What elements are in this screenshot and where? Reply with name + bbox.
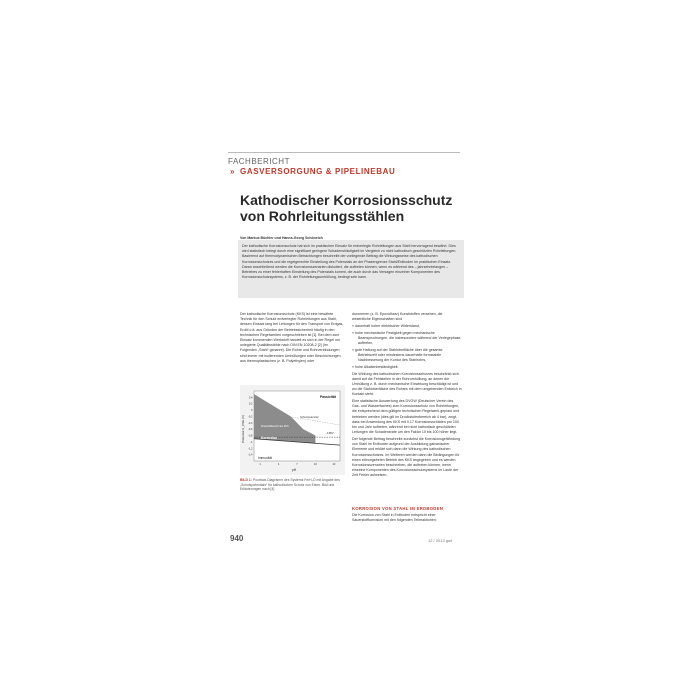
y-tick-label: 0,2 bbox=[248, 402, 253, 406]
bullet-2: » hohe mechanische Festigkeit gegen mechanische Beanspruchungen, die insbesondere während der Verlegephase auftreten, bbox=[352, 330, 461, 346]
y-tick-label: 0 bbox=[251, 409, 253, 413]
x-tick-label: 1 bbox=[259, 463, 261, 466]
right-column bbox=[352, 312, 462, 480]
y-tick-label: -0,6 bbox=[248, 428, 253, 432]
pourbaix-diagram bbox=[240, 385, 345, 475]
left-column bbox=[240, 312, 345, 366]
caption-text: Pourbaix-Diagramm des Systems Fe/H₂O mit Angabe des „Schutzpotentials“ für kathodischen Schutz von Eisen. Bild und Erläuterungen nach [4] bbox=[240, 478, 340, 492]
chevron-icon: » bbox=[230, 167, 235, 176]
caption-label: BILD 1: bbox=[240, 478, 252, 482]
bullet-4: » hohe Alkalienbeständigkeit. bbox=[352, 364, 399, 369]
y-tick-label: -0,8 bbox=[248, 434, 253, 438]
x-tick-label: 10 bbox=[313, 463, 317, 466]
section-title: GASVERSORGUNG & PIPELINEBAU bbox=[240, 167, 396, 176]
right-intro: duromeren (z. B. Epoxidharz) Kunststoffen versehen, die wesentliche Eigenschaften sind bbox=[352, 312, 443, 322]
x-tick-label: 4 bbox=[277, 463, 280, 466]
x-tick-label: 7 bbox=[296, 463, 298, 466]
header-rule bbox=[228, 152, 460, 153]
label-protection-range: Potenzialbereich des KKS bbox=[261, 425, 289, 428]
y-axis-label: Potenzial U_CSE (V) bbox=[241, 414, 245, 443]
issue-footer: 12 / 2013 gwf bbox=[428, 538, 453, 543]
x-tick-label: 13 bbox=[332, 463, 336, 466]
y-tick-label: -0,4 bbox=[248, 421, 253, 425]
left-column-text: Der kathodische Korrosionsschutz (KKS) ist eine bewährte Technik für den Schutz erdverlegter Rohrleitungen aus Stahl, dessen Einsatz lang bei Leitungen für den Transport von Erdgas, Erdöl o.ä. aus Gründen der Betriebssicherheit häufig in den technischen Regelwerken vorgeschrieben ist [1]. Bei dem zum Einsatz kommenden Werkstoff handelt es sich in der Regel um unlegierte Qualitätsstähle nach DIN EN 10208-2 [2] (im Folgenden „Stahl“ genannt). Die Rohre und Rohrverbindungen sind immer mit isolierenden Umhüllungen oder Beschichtungen aus thermoplastischen (z. B. Polyethylen) oder bbox=[240, 312, 344, 363]
page-number: 940 bbox=[230, 534, 244, 543]
authors: Von Markus Büchler und Hanns-Georg Schöneich bbox=[240, 236, 323, 240]
label-minus-085: -0,85V bbox=[326, 432, 334, 435]
kicker: FACHBERICHT bbox=[228, 157, 290, 166]
label-passivity: Passivität bbox=[320, 395, 336, 399]
y-tick-label: -1,4 bbox=[248, 453, 253, 457]
right-paragraph-4: Der folgende Beitrag beschreibt zunächst die Korrosionsgefährdung von Stahl im Erdboden aufgrund der Ausbildung galvanischer Elemente und erklärt sich dann die Wirkung des kathodischen Korrosionsschutzes. Im Weiteren werden dann die Bedingungen für einen störungsfreien Betrieb des KKS angegeben und es werden Korrosionsszenarien beschrieben, die auftreten können, wenn einzelne Komponenten des Korrosionsschutzsystems im Laufe der Zeit Fehler aufweisen. bbox=[352, 436, 461, 478]
label-corrosion: Korrosion bbox=[261, 436, 278, 440]
subheading: KORROSION VON STAHL IM ERDBODEN bbox=[352, 506, 444, 511]
figure-caption bbox=[240, 478, 346, 492]
bullet-1: » dauerhaft hoher elektrischer Widerstand, bbox=[352, 323, 420, 328]
y-tick-label: 0,4 bbox=[248, 396, 253, 400]
y-tick-label: -0,2 bbox=[248, 415, 253, 419]
right-paragraph-2: Die Wirkung des kathodischen Korrosionsschutzes beschränkt sich damit auf die Fehlstellen in der Rohrumhüllung, an denen die Umhüllung z. B. durch mechanische Einwirkung beschädigt ist und wo die Stahloberfläche des Rohres mit dem umgebenden Erdreich in Kontakt steht. bbox=[352, 371, 462, 397]
label-protection-potential: Schutzpotenzial bbox=[300, 416, 319, 419]
abstract: Der kathodische Korrosionsschutz hat sich im praktischen Einsatz für erdverlegte Rohrleitungen aus Stahl hervorragend bewährt. Dies wird statistisch belegt durch eine signifikant geringere Schadenshäufigkeit im Vergleich zu nicht kathodisch geschützten Rohrleitungen. Basierend auf thermodynamischen Betrachtungen beschreibt der vorliegende Beitrag die Wirkungsweise des kathodischen Korrosionsschutzes und die regelgerechte Einstellung des Potenzials an der Phasengrenze Stahl/Erdboden im praktischen Einsatz. Daran anschließend werden die Korrosionsszenarien diskutiert, die auftreten können, wenn es während des – jahrzehntelangen – Betriebes zu einer fehlerhaften Einstellung des Potenzials kommt, die auch durch das Versagen einzelner Komponenten des Korrosionsschutzsystems, z. B. der Rohrleitungsumhüllung, bedingt sein kann. bbox=[242, 244, 457, 280]
article-title: Kathodischer Korrosionsschutz von Rohrleitungsstählen bbox=[240, 192, 453, 224]
bullet-3: » gute Haftung auf der Stahloberfläche über die gesamte Betriebszeit oder mindestens dauerhafte formstabile Nachbesserung der Kontur des Stahlrohrs, bbox=[352, 347, 443, 363]
subheading-text: Die Korrosion von Stahl in Erdboden entspricht einer Sauerstoffkorrosion mit den folgenden Teilreaktionen: bbox=[352, 513, 437, 523]
right-paragraph-3: Eine statistische Auswertung des DVGW (Deutscher Verein des Gas- und Wasserfaches) zum Korrosionsschutz von Rohrleitungen, die entsprechend dem gültigen technischen Regelwerk geplant und betrieben werden (dies gilt im Druckstufenbereich ab 4 bar), zeigt, dass bei Anwendung des KKS mit 0,17 Korrosionsschäden pro 100 km und Jahr auftreten, während bei nicht kathodisch geschützten Leitungen die Schadensrate um den Faktor 10 bis 100 höher liegt. bbox=[352, 399, 460, 435]
y-tick-label: -1,2 bbox=[248, 447, 253, 451]
y-tick-label: -1 bbox=[250, 440, 253, 444]
x-axis-label: pH bbox=[292, 468, 297, 472]
label-immunity: Immunität bbox=[258, 456, 272, 460]
